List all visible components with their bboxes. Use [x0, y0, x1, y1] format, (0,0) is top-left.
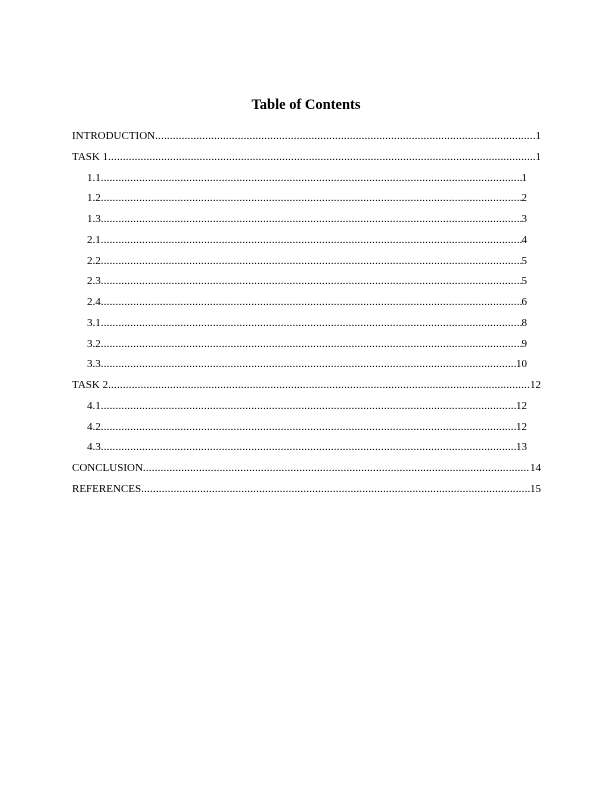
- toc-entry[interactable]: [72, 479, 541, 499]
- toc-entry-label: CONCLUSION: [72, 462, 143, 474]
- dot-leader: [101, 168, 522, 188]
- toc-entry-page-number: 8: [521, 316, 527, 329]
- toc-entry-page-number: 5: [521, 254, 527, 267]
- dot-leader: [108, 147, 535, 167]
- toc-entry-page-number: 1: [535, 150, 541, 163]
- toc-entry-label: INTRODUCTION: [72, 130, 156, 142]
- toc-entry[interactable]: [87, 271, 527, 291]
- toc-entry-label: TASK 2: [72, 379, 109, 391]
- toc-entry-label: 1.1: [87, 171, 101, 184]
- toc-entry-label: 2.2: [87, 254, 101, 267]
- dot-leader: [155, 126, 535, 146]
- dot-leader: [101, 251, 522, 271]
- toc-entry[interactable]: [87, 292, 527, 312]
- toc-entry-label: 1.3: [87, 213, 101, 225]
- toc-entry-page-number: 12: [516, 420, 527, 433]
- toc-entry[interactable]: [87, 188, 527, 208]
- dot-leader: [101, 396, 516, 416]
- toc-entry-page-number: 12: [516, 399, 527, 412]
- toc-entry[interactable]: [72, 375, 541, 395]
- toc-entry-label: 2.1: [87, 233, 101, 246]
- toc-entry[interactable]: [87, 168, 527, 188]
- dot-leader: [108, 375, 530, 395]
- toc-entry-page-number: 12: [530, 379, 541, 391]
- toc-entry-label: 2.3: [87, 275, 101, 288]
- toc-entry-page-number: 2: [521, 192, 527, 205]
- toc-entry[interactable]: [72, 458, 541, 478]
- dot-leader: [101, 188, 522, 208]
- toc-entry[interactable]: [87, 417, 527, 437]
- dot-leader: [101, 354, 516, 374]
- toc-entry[interactable]: [87, 437, 527, 457]
- toc-entry-label: REFERENCES: [72, 482, 142, 495]
- toc-entry-page-number: 13: [516, 441, 527, 454]
- toc-entry[interactable]: [87, 230, 527, 250]
- dot-leader: [101, 313, 522, 333]
- toc-entry-page-number: 6: [521, 296, 527, 308]
- toc-entry-label: 1.2: [87, 192, 101, 205]
- toc-title: Table of Contents: [251, 97, 361, 113]
- toc-entry-label: 4.1: [87, 399, 101, 412]
- toc-entry-label: 4.2: [87, 420, 101, 433]
- toc-entry[interactable]: [87, 354, 527, 374]
- toc-entry[interactable]: [87, 209, 527, 229]
- toc-entry-page-number: 14: [530, 462, 541, 474]
- toc-entry-page-number: 1: [521, 171, 527, 184]
- toc-entry-page-number: 5: [521, 275, 527, 288]
- toc-entry-page-number: 9: [521, 337, 527, 350]
- toc-entry-page-number: 4: [521, 233, 527, 246]
- toc-entry-page-number: 1: [535, 130, 541, 142]
- toc-entry-label: TASK 1: [72, 150, 109, 163]
- toc-entry-label: 3.3: [87, 358, 101, 371]
- toc-entry-label: 2.4: [87, 296, 101, 308]
- toc-entry[interactable]: [87, 396, 527, 416]
- toc-entry-page-number: 15: [530, 482, 541, 495]
- toc-entry-label: 3.1: [87, 316, 101, 329]
- toc-entry[interactable]: [87, 251, 527, 271]
- toc-entry[interactable]: [72, 126, 541, 146]
- dot-leader: [101, 292, 522, 312]
- dot-leader: [101, 271, 522, 291]
- dot-leader: [143, 458, 530, 478]
- toc-entry[interactable]: [87, 334, 527, 354]
- toc-entry[interactable]: [87, 313, 527, 333]
- dot-leader: [101, 417, 516, 437]
- toc-entry-label: 4.3: [87, 441, 101, 454]
- toc-entry[interactable]: [72, 147, 541, 167]
- dot-leader: [101, 334, 522, 354]
- toc-entry-label: 3.2: [87, 337, 101, 350]
- dot-leader: [101, 209, 522, 229]
- dot-leader: [101, 437, 516, 457]
- dot-leader: [141, 479, 530, 499]
- dot-leader: [101, 230, 522, 250]
- toc-entry-page-number: 3: [521, 213, 527, 225]
- toc-entry-page-number: 10: [516, 358, 527, 371]
